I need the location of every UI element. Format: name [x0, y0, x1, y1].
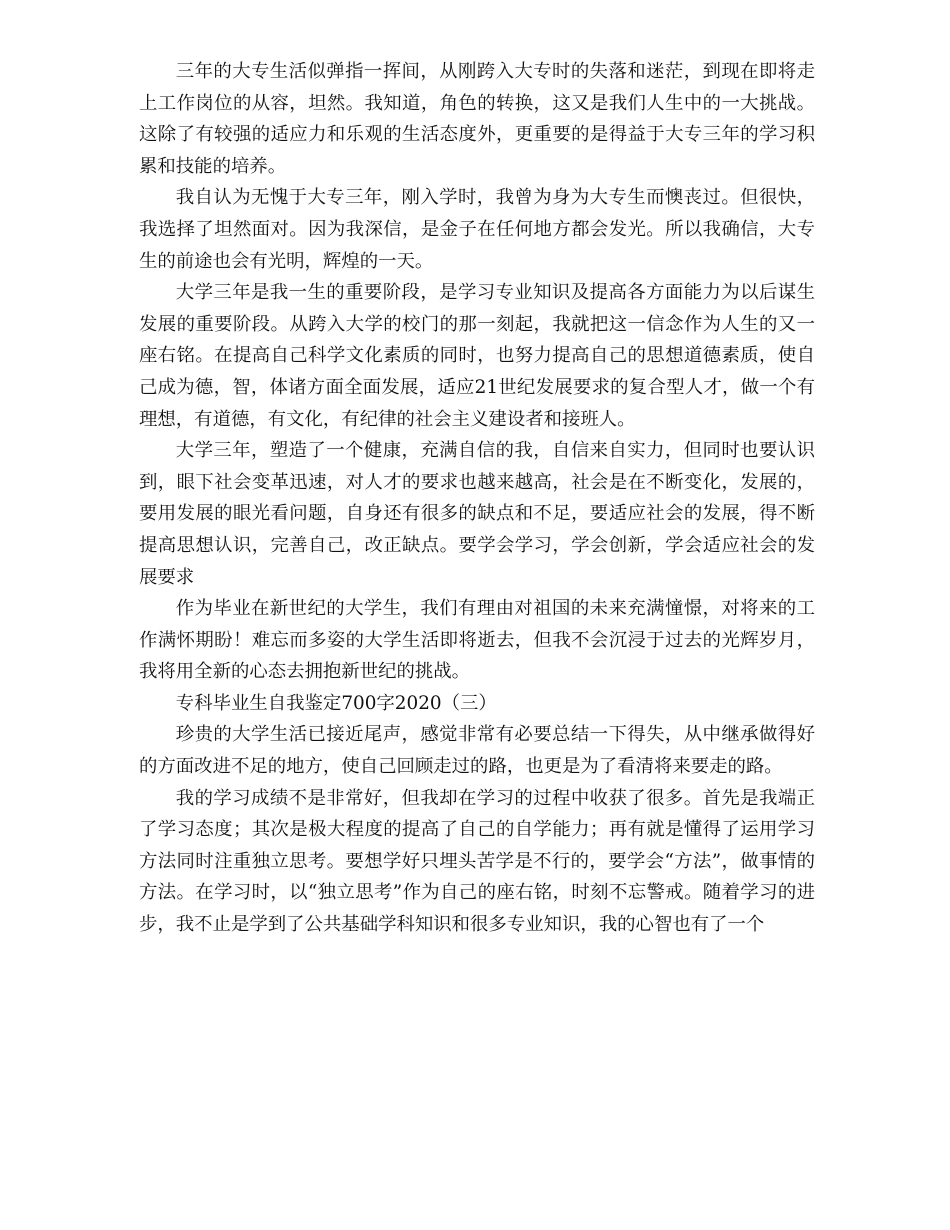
paragraph-1: 三年的大专生活似弹指一挥间，从刚跨入大专时的失落和迷茫，到现在即将走上工作岗位的从容，坦然。我知道，角色的转换，这又是我们人生中的一大挑战。这除了有较强的适应力和乐观的生活态度外，更重要的是得益于大专三年的学习积累和技能的培养。	[139, 61, 815, 177]
paragraph-4: 大学三年，塑造了一个健康，充满自信的我，自信来自实力，但同时也要认识到，眼下社会变革迅速，对人才的要求也越来越高，社会是在不断变化，发展的，要用发展的眼光看问题，自身还有很多的缺点和不足，要适应社会的发展，得不断提高思想认识，完善自己，改正缺点。要学会学习，学会创新，学会适应社会的发展要求	[139, 440, 815, 588]
section-heading: 专科毕业生自我鉴定700字2020（三）	[175, 692, 497, 714]
paragraph-7: 我的学习成绩不是非常好，但我却在学习的过程中收获了很多。首先是我端正了学习态度；其次是极大程度的提高了自己的自学能力；再有就是懂得了运用学习方法同时注重独立思考。要想学好只埋头苦学是不行的，要学会“方法”，做事情的方法。在学习时，以“独立思考”作为自己的座右铭，时刻不忘警戒。随着学习的进步，我不止是学到了公共基础学科知识和很多专业知识，我的心智也有了一个	[139, 787, 815, 936]
paragraph-5: 作为毕业在新世纪的大学生，我们有理由对祖国的未来充满憧憬，对将来的工作满怀期盼！难忘而多姿的大学生活即将逝去，但我不会沉浸于过去的光辉岁月，我将用全新的心态去拥抱新世纪的挑战。	[139, 598, 815, 683]
paragraph-3: 大学三年是我一生的重要阶段，是学习专业知识及提高各方面能力为以后谋生发展的重要阶段。从跨入大学的校门的那一刻起，我就把这一信念作为人生的又一座右铭。在提高自己科学文化素质的同时，也努力提高自己的思想道德素质，使自己成为德，智，体诸方面全面发展，适应21世纪发展要求的复合型人才，做一个有理想，有道德，有文化，有纪律的社会主义建设者和接班人。	[139, 282, 815, 430]
document-body	[139, 56, 815, 941]
paragraph-6: 珍贵的大学生活已接近尾声，感觉非常有必要总结一下得失，从中继承做得好的方面改进不足的地方，使自己回顾走过的路，也更是为了看清将来要走的路。	[139, 724, 815, 778]
paragraph-2: 我自认为无愧于大专三年，刚入学时，我曾为身为大专生而懊丧过。但很快，我选择了坦然面对。因为我深信，是金子在任何地方都会发光。所以我确信，大专生的前途也会有光明，辉煌的一天。	[139, 187, 815, 272]
